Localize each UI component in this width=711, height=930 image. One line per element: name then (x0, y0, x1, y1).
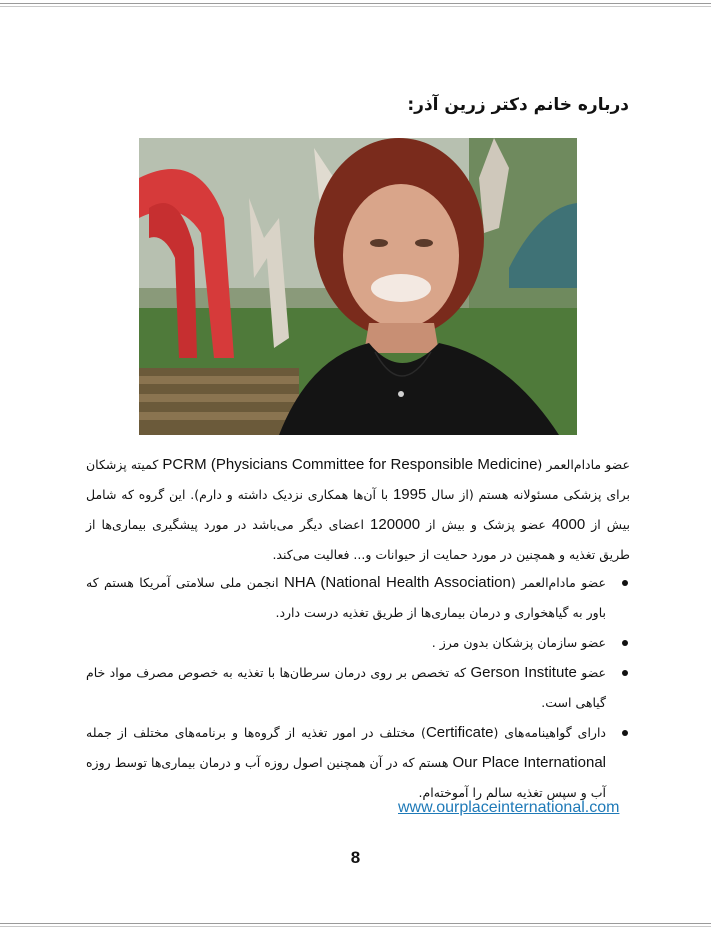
bullet-icon (622, 640, 628, 646)
list-item-text: انجمن ملی سلامتی آمریکا هستم که باور به گیاهخواری و درمان بیماری‌ها از طریق تغذیه درست دارد. (86, 575, 606, 620)
intro-paragraph (86, 450, 630, 570)
gerson-name: Gerson Institute (470, 664, 577, 681)
list-item-text: دارای گواهینامه‌های ( (493, 725, 606, 740)
page-title: درباره خانم دکتر زرین آذر: (407, 95, 629, 115)
bullet-icon (622, 580, 628, 586)
bullet-icon (622, 730, 628, 736)
list-item-text: عضو سازمان پزشکان بدون مرز . (431, 635, 606, 650)
portrait-photo (139, 138, 577, 435)
nha-name: NHA (National Health Association (283, 574, 511, 591)
top-border (0, 3, 711, 4)
list-item (86, 658, 630, 718)
list-item (86, 628, 630, 658)
list-item (86, 718, 630, 808)
membership-list (86, 568, 630, 808)
pcrm-name: PCRM (Physicians Committee for Responsible Medicine (162, 456, 538, 473)
bottom-border (0, 923, 711, 924)
bullet-icon (622, 670, 628, 676)
top-border-inner (0, 6, 711, 7)
list-item-text: هستم که در آن همچنین اصول روزه آب و درمان بیماری‌ها توسط روزه آب و سپس تغذیه سالم را آموخته‌ام. (86, 755, 606, 800)
our-place-name: Our Place International (452, 754, 606, 771)
bottom-border-inner (0, 926, 711, 927)
list-item-text: ) مختلف در امور تغذیه از گروه‌ها و برنامه‌های مختلف از جمله (86, 725, 426, 740)
list-item-text: عضو (576, 665, 607, 680)
intro-text-2: کمیته پزشکان برای پزشکی مسئولانه هستم (از سال (86, 457, 630, 502)
year-1995: 1995 (392, 486, 427, 503)
intro-text-5: اعضای دیگر می‌باشد در مورد پیشگیری بیماری‌ها از طریق تغذیه و همچنین در مورد حمایت از حیوانات و... فعالیت می‌کند. (86, 517, 630, 562)
count-120000: 120000 (370, 516, 421, 533)
website-link[interactable]: www.ourplaceinternational.com (398, 799, 620, 816)
certificate-word: Certificate (425, 724, 494, 741)
intro-text-3: با آن‌ها همکاری نزدیک داشته و دارم). این گروه که شامل بیش از (86, 487, 630, 532)
intro-text-1: عضو مادام‌العمر ( (537, 457, 630, 472)
count-4000: 4000 (551, 516, 586, 533)
list-item-text: عضو مادام‌العمر ( (510, 575, 606, 590)
intro-text-4: عضو پزشک و بیش از (420, 517, 552, 532)
page-number: 8 (350, 848, 361, 867)
list-item-text: که تخصص بر روی درمان سرطان‌ها با تغذیه به خصوص مصرف مواد خام گیاهی است. (86, 665, 606, 710)
list-item (86, 568, 630, 628)
